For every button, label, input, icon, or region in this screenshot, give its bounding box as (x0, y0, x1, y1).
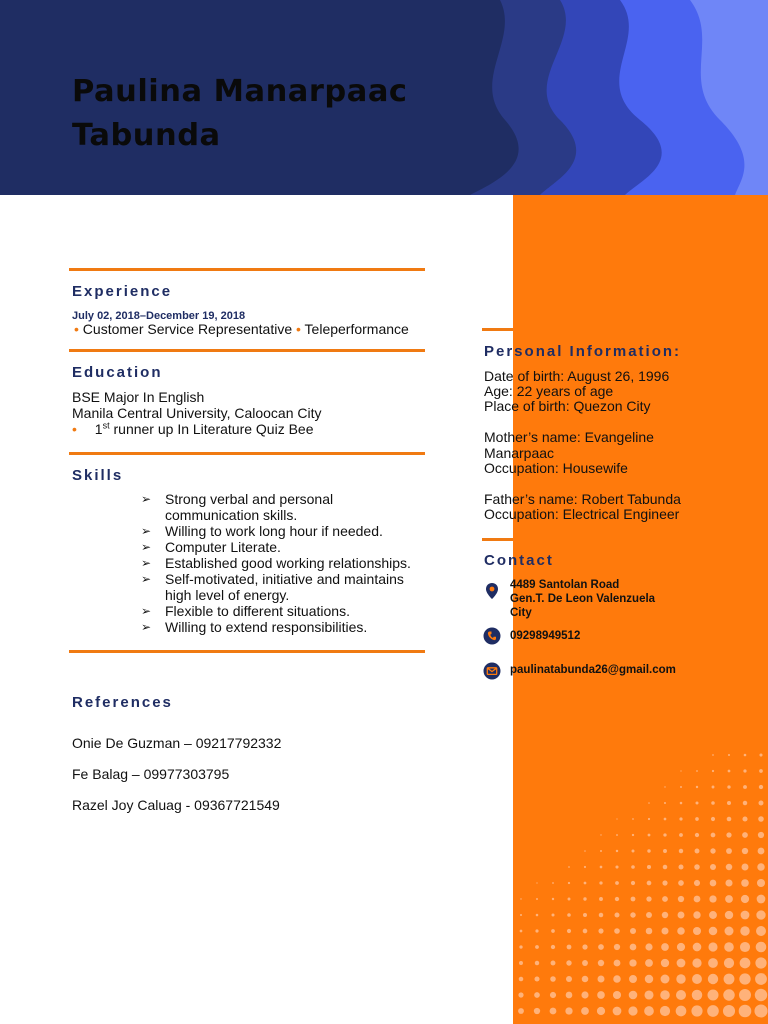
halftone-dot (758, 848, 765, 855)
halftone-dot (661, 943, 669, 951)
skill-text: Self-motivated, initiative and maintains high level of energy. (165, 571, 404, 603)
reference-item: Razel Joy Caluag - 09367721549 (72, 797, 280, 813)
halftone-dot (743, 785, 747, 789)
personal-pob: Place of birth: Quezon City (484, 398, 651, 414)
education-degree: BSE Major In English (72, 389, 205, 405)
halftone-dot (536, 898, 538, 900)
halftone-dot (755, 973, 767, 985)
halftone-dot (550, 1008, 557, 1015)
halftone-dot (710, 880, 717, 887)
halftone-dot (725, 879, 732, 886)
halftone-dot (660, 990, 670, 1000)
halftone-dot (644, 990, 653, 999)
halftone-dot (724, 974, 735, 985)
halftone-dot (647, 881, 652, 886)
halftone-dot (664, 802, 666, 804)
halftone-dot (724, 942, 734, 952)
skill-text: Established good working relationships. (165, 555, 411, 571)
halftone-dot (583, 897, 586, 900)
contact-address (510, 578, 655, 620)
halftone-dot (711, 817, 715, 821)
skill-item (141, 491, 431, 523)
halftone-dot (726, 848, 732, 854)
halftone-dot (678, 864, 683, 869)
halftone-dot (696, 786, 698, 788)
halftone-dot (631, 897, 636, 902)
halftone-dot (758, 816, 764, 822)
experience-position: Customer Service Representative (82, 321, 293, 337)
halftone-dot (709, 895, 716, 902)
halftone-dot (712, 786, 715, 789)
halftone-dot (534, 976, 539, 981)
halftone-dot (695, 801, 698, 804)
header-banner (0, 0, 768, 195)
bullet-icon: • (72, 421, 77, 437)
halftone-dot (676, 990, 686, 1000)
halftone-dot (600, 850, 602, 852)
halftone-dot (567, 913, 571, 917)
section-title-education: Education (72, 364, 163, 381)
halftone-dot (679, 817, 682, 820)
halftone-dot (693, 943, 702, 952)
halftone-dot (680, 802, 683, 805)
halftone-dot (663, 849, 667, 853)
mother-name-cont: Manarpaac (484, 445, 555, 461)
halftone-dot (583, 929, 588, 934)
halftone-dot (646, 896, 651, 901)
halftone-dot (723, 989, 734, 1000)
halftone-dot (696, 770, 698, 772)
halftone-dot (739, 1005, 752, 1018)
halftone-dot (725, 895, 733, 903)
halftone-dot (759, 753, 762, 756)
skill-item (141, 619, 431, 635)
halftone-dot (566, 992, 573, 999)
halftone-dot (616, 850, 618, 852)
halftone-dot (754, 1004, 767, 1017)
halftone-dot (708, 958, 718, 968)
halftone-dot (678, 880, 684, 886)
personal-age: Age: 22 years of age (484, 383, 614, 399)
halftone-dot (566, 960, 571, 965)
halftone-dot (711, 801, 715, 805)
halftone-dot (647, 865, 651, 869)
halftone-dot (677, 943, 685, 951)
halftone-dot (568, 866, 570, 868)
halftone-dot (710, 864, 716, 870)
skill-text: Flexible to different situations. (165, 603, 350, 619)
halftone-dot (692, 990, 703, 1001)
section-title-references: References (72, 694, 173, 711)
halftone-dot (739, 989, 751, 1001)
skill-text: Willing to work long hour if needed. (165, 523, 383, 539)
mother-name: Mother’s name: Evangeline (484, 429, 654, 445)
halftone-dot (759, 801, 764, 806)
halftone-dot (758, 832, 764, 838)
halftone-dot (742, 864, 749, 871)
bullet-icon: • (74, 321, 79, 337)
halftone-dot (708, 942, 717, 951)
halftone-dot (629, 991, 638, 1000)
halftone-dot (599, 913, 604, 918)
halftone-dot (727, 785, 730, 788)
halftone-dot (582, 976, 589, 983)
divider (69, 349, 425, 352)
halftone-dot (599, 897, 603, 901)
halftone-dot (695, 817, 699, 821)
halftone-dot (676, 1006, 687, 1017)
halftone-dot (712, 754, 714, 756)
halftone-dot (582, 960, 588, 966)
halftone-dot (648, 834, 651, 837)
halftone-dot (613, 1007, 622, 1016)
halftone-dot (551, 961, 556, 966)
halftone-dot (630, 944, 637, 951)
halftone-dot (757, 895, 766, 904)
skill-text: Strong verbal and personal communication skills. (165, 491, 334, 523)
halftone-dot (679, 833, 683, 837)
father-name: Father’s name: Robert Tabunda (484, 491, 681, 507)
halftone-dot (743, 801, 747, 805)
address-line: 4489 Santolan Road (510, 579, 620, 591)
halftone-dot (693, 911, 700, 918)
reference-item: Onie De Guzman – 09217792332 (72, 735, 282, 751)
halftone-dot (568, 898, 571, 901)
phone-icon (483, 627, 501, 645)
halftone-dot (613, 991, 621, 999)
contact-email: paulinatabunda26@gmail.com (510, 664, 676, 676)
halftone-dot (727, 801, 731, 805)
halftone-dot (724, 958, 734, 968)
halftone-dot (756, 926, 766, 936)
halftone-dot (534, 1008, 540, 1014)
halftone-dot (648, 802, 650, 804)
halftone-dot (519, 977, 524, 982)
halftone-dot (600, 866, 603, 869)
halftone-dot (600, 834, 601, 835)
skill-item (141, 539, 431, 555)
halftone-dot (723, 1005, 735, 1017)
halftone-dot (536, 914, 539, 917)
halftone-dot (741, 911, 750, 920)
halftone-dot (678, 912, 685, 919)
halftone-dot (679, 849, 683, 853)
skill-item (141, 571, 431, 603)
halftone-dot (629, 959, 636, 966)
halftone-dot (535, 929, 538, 932)
halftone-dot (552, 898, 554, 900)
halftone-dot (694, 864, 700, 870)
halftone-dot (709, 911, 717, 919)
divider (69, 650, 425, 653)
halftone-dot (632, 834, 634, 836)
halftone-dot (676, 974, 685, 983)
halftone-dot (584, 866, 586, 868)
halftone-dot (630, 912, 635, 917)
halftone-dot (661, 975, 670, 984)
halftone-dot (664, 818, 667, 821)
halftone-dot (615, 913, 620, 918)
halftone-dot (631, 865, 635, 869)
halftone-dot (708, 974, 718, 984)
halftone-dot (710, 848, 715, 853)
halftone-dot (567, 929, 571, 933)
halftone-dot (599, 881, 602, 884)
award-number: 1 (94, 421, 103, 437)
halftone-dot (726, 832, 731, 837)
experience-entry (74, 321, 409, 337)
halftone-dot (757, 879, 765, 887)
halftone-dot (739, 973, 750, 984)
halftone-dot (694, 880, 700, 886)
halftone-dot (645, 943, 652, 950)
halftone-dot (740, 942, 750, 952)
halftone-dot (615, 897, 619, 901)
name-line-1: Paulina Manarpaac (72, 74, 408, 109)
halftone-dot (725, 911, 733, 919)
section-title-contact: Contact (484, 552, 554, 569)
halftone-dot (552, 882, 554, 884)
halftone-dot (728, 754, 730, 756)
halftone-dot (567, 945, 572, 950)
halftone-dot (695, 833, 699, 837)
halftone-dot (535, 961, 539, 965)
halftone-dot (660, 1006, 670, 1016)
halftone-dot (707, 1005, 719, 1017)
arrow-bullet-icon: ➢ (141, 492, 152, 506)
halftone-dot (742, 848, 748, 854)
location-pin-icon (483, 582, 501, 600)
father-occupation: Occupation: Electrical Engineer (484, 506, 680, 522)
halftone-dot (711, 833, 716, 838)
halftone-dot (615, 881, 619, 885)
arrow-bullet-icon: ➢ (141, 572, 152, 586)
halftone-dot (759, 769, 763, 773)
halftone-dot (663, 833, 666, 836)
halftone-dot (740, 926, 749, 935)
halftone-dot (628, 1006, 637, 1015)
section-title-experience: Experience (72, 283, 173, 300)
halftone-dot (664, 786, 665, 787)
arrow-bullet-icon: ➢ (141, 524, 152, 538)
halftone-dot (534, 992, 540, 998)
halftone-dot (615, 865, 618, 868)
education-award (72, 421, 314, 437)
halftone-dot (550, 976, 556, 982)
halftone-dot (519, 945, 522, 948)
halftone-dot (741, 895, 749, 903)
arrow-bullet-icon: ➢ (141, 540, 152, 554)
candidate-name (72, 70, 492, 158)
halftone-dot (644, 1006, 654, 1016)
halftone-dot (725, 927, 734, 936)
halftone-dot (614, 960, 621, 967)
halftone-dot (709, 927, 718, 936)
skill-item (141, 555, 431, 571)
halftone-dot (613, 975, 620, 982)
halftone-dot (536, 882, 537, 883)
halftone-dot (583, 913, 587, 917)
halftone-dot (743, 769, 746, 772)
halftone-dot (519, 961, 523, 965)
section-title-personal: Personal Information: (484, 343, 682, 360)
halftone-dot (693, 927, 701, 935)
halftone-dot (632, 818, 634, 820)
halftone-dot (581, 991, 588, 998)
halftone-dot (661, 927, 668, 934)
halftone-dot (520, 914, 522, 916)
halftone-dot (755, 957, 766, 968)
halftone-dot (646, 912, 652, 918)
halftone-dot (662, 912, 668, 918)
email-icon (483, 662, 501, 680)
halftone-dot (520, 898, 521, 899)
halftone-dot (678, 896, 684, 902)
halftone-dot (597, 1007, 605, 1015)
halftone-dot (582, 944, 587, 949)
halftone-dot (680, 786, 682, 788)
arrow-bullet-icon: ➢ (141, 556, 152, 570)
address-line: City (510, 607, 532, 619)
halftone-dot (662, 880, 667, 885)
halftone-dot (597, 991, 605, 999)
halftone-dot (707, 989, 718, 1000)
halftone-dot (646, 928, 653, 935)
name-line-2: Tabunda (72, 118, 221, 153)
halftone-dot (551, 913, 554, 916)
halftone-dot (645, 959, 653, 967)
bullet-icon: • (296, 321, 301, 337)
personal-dob: Date of birth: August 26, 1996 (484, 368, 670, 384)
arrow-bullet-icon: ➢ (141, 604, 152, 618)
skill-text: Computer Literate. (165, 539, 281, 555)
skill-item (141, 523, 431, 539)
halftone-dot (584, 882, 587, 885)
divider (482, 328, 513, 331)
reference-item: Fe Balag – 09977303795 (72, 766, 230, 782)
halftone-dot (598, 928, 603, 933)
education-school: Manila Central University, Caloocan City (72, 405, 322, 421)
skills-list (141, 491, 431, 635)
halftone-dot (759, 785, 763, 789)
experience-dates: July 02, 2018–December 19, 2018 (72, 310, 246, 322)
halftone-dot (726, 864, 732, 870)
halftone-dot (629, 975, 637, 983)
arrow-bullet-icon: ➢ (141, 620, 152, 634)
halftone-dot (597, 975, 604, 982)
halftone-dot (680, 770, 681, 771)
award-ordinal: st (102, 420, 110, 431)
halftone-dot (550, 992, 556, 998)
experience-company: Teleperformance (304, 321, 409, 337)
skill-text: Willing to extend responsibilities. (165, 619, 368, 635)
contact-phone: 09298949512 (510, 630, 581, 642)
halftone-dot (663, 865, 668, 870)
halftone-dot (648, 818, 650, 820)
halftone-dot (584, 850, 586, 852)
halftone-dot (677, 927, 685, 935)
address-line: Gen.T. De Leon Valenzuela (510, 593, 656, 605)
divider (69, 452, 425, 455)
halftone-dot (677, 959, 686, 968)
halftone-dot (712, 770, 714, 772)
halftone-dot (566, 976, 572, 982)
halftone-dot (755, 989, 767, 1001)
halftone-dot (694, 896, 701, 903)
divider (482, 538, 513, 541)
halftone-dot (630, 928, 636, 934)
halftone-dot (691, 1005, 702, 1016)
halftone-dot (647, 849, 650, 852)
halftone-dot (568, 882, 570, 884)
halftone-dot (518, 992, 523, 997)
halftone-dot (756, 910, 765, 919)
halftone-dot (565, 1007, 572, 1014)
halftone-dot (616, 818, 617, 819)
halftone-dot (598, 960, 604, 966)
halftone-dot (692, 958, 701, 967)
halftone-dot (551, 929, 555, 933)
halftone-dot (692, 974, 702, 984)
halftone-dot (551, 945, 555, 949)
halftone-dot (756, 942, 767, 953)
section-title-skills: Skills (72, 467, 124, 484)
halftone-dot (728, 770, 731, 773)
divider (69, 268, 425, 271)
halftone-dot (727, 817, 732, 822)
halftone-dot (742, 816, 747, 821)
halftone-dot (518, 1008, 524, 1014)
halftone-dot (598, 944, 604, 950)
halftone-dot (741, 879, 749, 887)
halftone-dot (535, 945, 539, 949)
halftone-dot (520, 930, 523, 933)
halftone-dot (645, 975, 653, 983)
halftone-dot (581, 1007, 589, 1015)
halftone-dot (614, 944, 620, 950)
halftone-dot (740, 958, 751, 969)
halftone-dot (757, 863, 764, 870)
halftone-dot (662, 896, 668, 902)
halftone-dot (744, 754, 747, 757)
award-text: runner up In Literature Quiz Bee (109, 421, 314, 437)
halftone-dot (632, 850, 635, 853)
halftone-dot (661, 959, 669, 967)
halftone-dot (616, 834, 618, 836)
halftone-dot (742, 832, 748, 838)
mother-occupation: Occupation: Housewife (484, 460, 628, 476)
halftone-dot (631, 881, 635, 885)
skill-item (141, 603, 431, 619)
halftone-dot (614, 928, 620, 934)
halftone-dot (695, 849, 700, 854)
